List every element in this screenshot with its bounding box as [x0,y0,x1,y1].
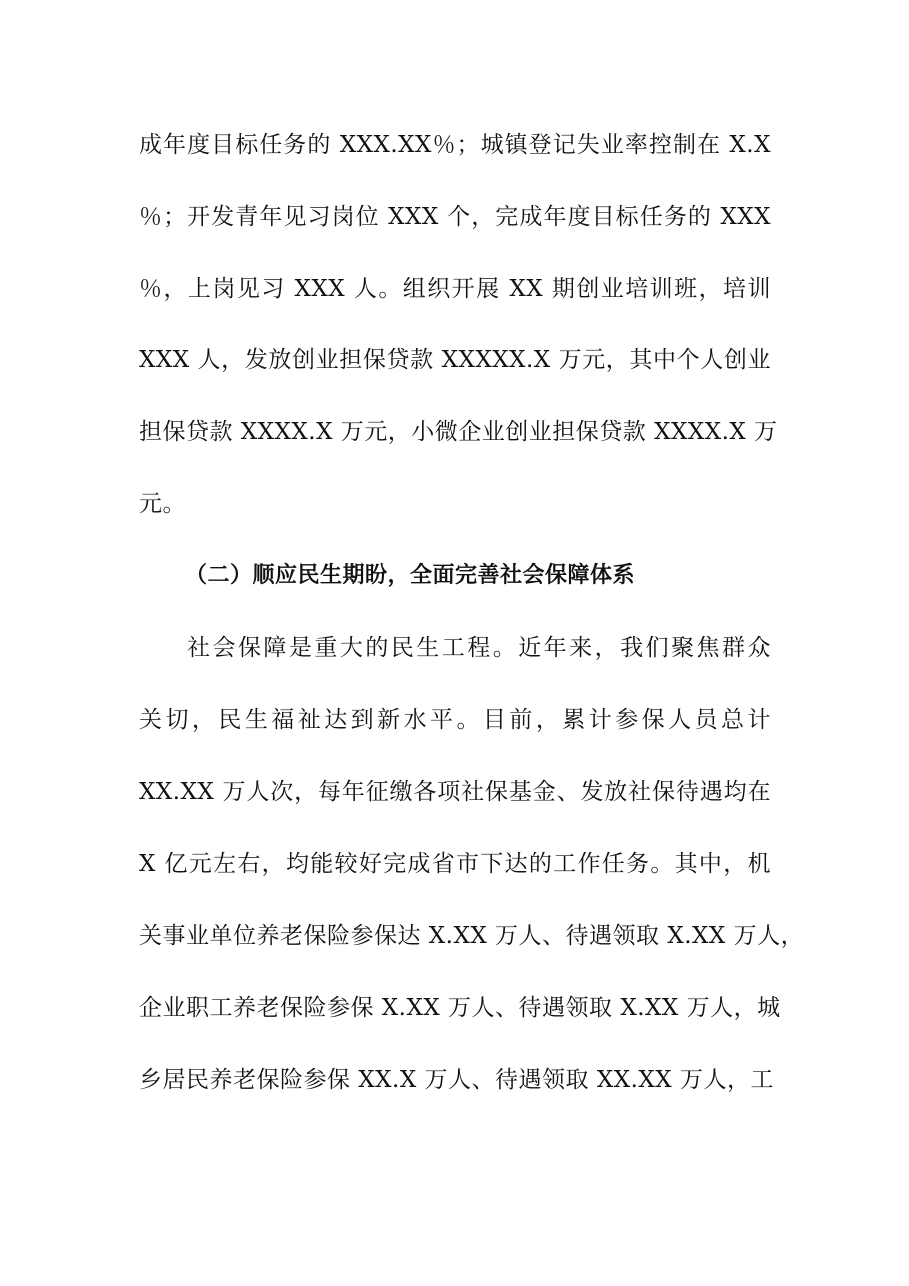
paragraph-1-line-5: 担保贷款 XXXX.X 万元，小微企业创业担保贷款 XXXX.X 万 [139,419,778,445]
paragraph-2-line-2: 关切，民生福祉达到新水平。目前，累计参保人员总计 [139,707,771,733]
paragraph-2-line-6: 企业职工养老保险参保 X.XX 万人、待遇领取 X.XX 万人，城 [139,995,781,1021]
paragraph-1-line-6: 元。 [139,491,186,517]
paragraph-2-line-3: XX.XX 万人次，每年征缴各项社保基金、发放社保待遇均在 [139,779,771,805]
paragraph-2-line-1: 社会保障是重大的民生工程。近年来，我们聚焦群众 [187,635,771,661]
paragraph-1-line-3: ％，上岗见习 XXX 人。组织开展 XX 期创业培训班，培训 [139,276,771,302]
paragraph-1-line-1: 成年度目标任务的 XXX.XX％；城镇登记失业率控制在 X.X [139,132,771,158]
paragraph-1-line-2: ％；开发青年见习岗位 XXX 个，完成年度目标任务的 XXX [139,204,771,230]
paragraph-1-line-4: XXX 人，发放创业担保贷款 XXXXX.X 万元，其中个人创业 [139,347,771,373]
paragraph-2-line-7: 乡居民养老保险参保 XX.X 万人、待遇领取 XX.XX 万人，工 [139,1067,774,1093]
section-heading: （二）顺应民生期盼，全面完善社会保障体系 [185,563,636,588]
paragraph-2-line-5: 关事业单位养老保险参保达 X.XX 万人、待遇领取 X.XX 万人， [139,923,805,949]
paragraph-2-line-4: X 亿元左右，均能较好完成省市下达的工作任务。其中，机 [139,851,771,877]
